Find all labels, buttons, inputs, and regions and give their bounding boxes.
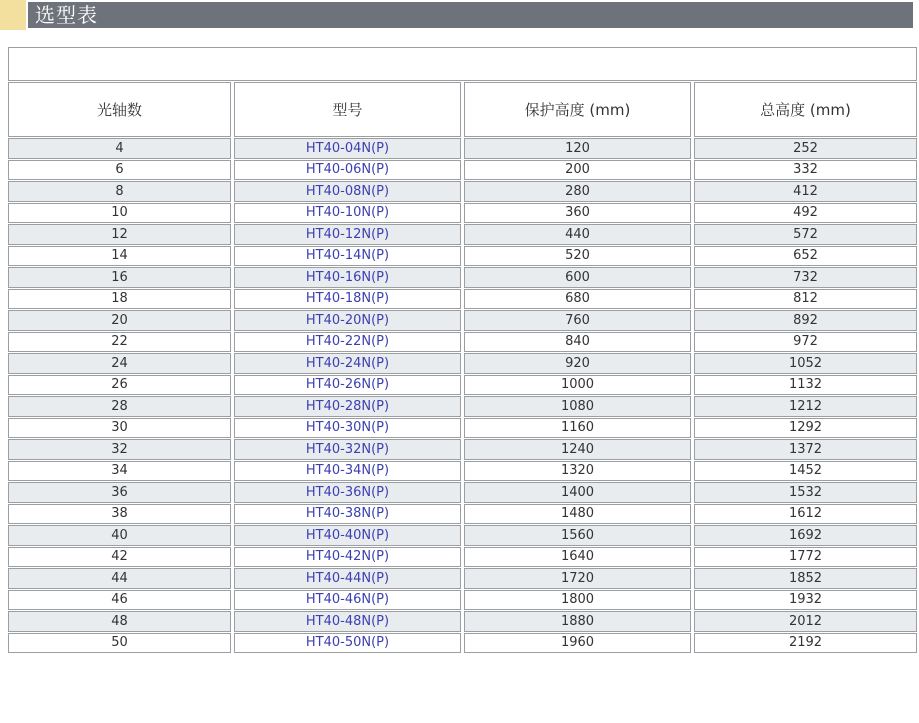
- model-link[interactable]: HT40-40N(P): [234, 525, 461, 546]
- total-height-cell: 1292: [694, 418, 917, 439]
- axis-count-cell: 8: [8, 181, 231, 202]
- total-height-cell: 492: [694, 203, 917, 224]
- table-row: [8, 611, 917, 632]
- protection-height-cell: 1880: [464, 611, 691, 632]
- axis-count-cell: 24: [8, 353, 231, 374]
- column-header-model: 型号: [234, 82, 461, 137]
- column-header-total-height: 总高度 (mm): [694, 82, 917, 137]
- table-row: [8, 160, 917, 181]
- axis-count-cell: 48: [8, 611, 231, 632]
- total-height-cell: 732: [694, 267, 917, 288]
- total-height-cell: 1772: [694, 547, 917, 568]
- column-header-protection-height: 保护高度 (mm): [464, 82, 691, 137]
- protection-height-cell: 280: [464, 181, 691, 202]
- table-body: [8, 138, 917, 653]
- protection-height-cell: 1800: [464, 590, 691, 611]
- axis-count-cell: 32: [8, 439, 231, 460]
- total-height-cell: 1132: [694, 375, 917, 396]
- section-header: [0, 0, 919, 32]
- axis-count-cell: 30: [8, 418, 231, 439]
- model-link[interactable]: HT40-38N(P): [234, 504, 461, 525]
- table-row: [8, 224, 917, 245]
- total-height-cell: 2192: [694, 633, 917, 654]
- protection-height-cell: 520: [464, 246, 691, 267]
- axis-count-cell: 14: [8, 246, 231, 267]
- protection-height-cell: 680: [464, 289, 691, 310]
- model-link[interactable]: HT40-48N(P): [234, 611, 461, 632]
- axis-count-cell: 20: [8, 310, 231, 331]
- protection-height-cell: 1640: [464, 547, 691, 568]
- model-link[interactable]: HT40-26N(P): [234, 375, 461, 396]
- total-height-cell: 892: [694, 310, 917, 331]
- spacer-cell: [8, 47, 917, 81]
- protection-height-cell: 1400: [464, 482, 691, 503]
- selection-table: [5, 46, 919, 654]
- yellow-accent-square: [0, 0, 26, 30]
- axis-count-cell: 38: [8, 504, 231, 525]
- total-height-cell: 252: [694, 138, 917, 159]
- table-row: [8, 461, 917, 482]
- total-height-cell: 2012: [694, 611, 917, 632]
- model-link[interactable]: HT40-50N(P): [234, 633, 461, 654]
- table-row: [8, 267, 917, 288]
- model-link[interactable]: HT40-30N(P): [234, 418, 461, 439]
- table-row: [8, 504, 917, 525]
- protection-height-cell: 440: [464, 224, 691, 245]
- protection-height-cell: 1720: [464, 568, 691, 589]
- table-row: [8, 568, 917, 589]
- axis-count-cell: 10: [8, 203, 231, 224]
- axis-count-cell: 18: [8, 289, 231, 310]
- axis-count-cell: 40: [8, 525, 231, 546]
- model-link[interactable]: HT40-42N(P): [234, 547, 461, 568]
- section-title-bar: [28, 2, 913, 28]
- model-link[interactable]: HT40-34N(P): [234, 461, 461, 482]
- total-height-cell: 652: [694, 246, 917, 267]
- model-link[interactable]: HT40-04N(P): [234, 138, 461, 159]
- model-link[interactable]: HT40-20N(P): [234, 310, 461, 331]
- model-link[interactable]: HT40-46N(P): [234, 590, 461, 611]
- axis-count-cell: 42: [8, 547, 231, 568]
- protection-height-cell: 200: [464, 160, 691, 181]
- axis-count-cell: 16: [8, 267, 231, 288]
- total-height-cell: 1532: [694, 482, 917, 503]
- spacer-row: [8, 47, 917, 81]
- model-link[interactable]: HT40-24N(P): [234, 353, 461, 374]
- protection-height-cell: 600: [464, 267, 691, 288]
- axis-count-cell: 22: [8, 332, 231, 353]
- axis-count-cell: 6: [8, 160, 231, 181]
- table-row: [8, 525, 917, 546]
- protection-height-cell: 1080: [464, 396, 691, 417]
- total-height-cell: 1692: [694, 525, 917, 546]
- table-row: [8, 633, 917, 654]
- model-link[interactable]: HT40-36N(P): [234, 482, 461, 503]
- table-row: [8, 439, 917, 460]
- model-link[interactable]: HT40-44N(P): [234, 568, 461, 589]
- total-height-cell: 972: [694, 332, 917, 353]
- protection-height-cell: 1000: [464, 375, 691, 396]
- table-row: [8, 332, 917, 353]
- protection-height-cell: 760: [464, 310, 691, 331]
- total-height-cell: 1852: [694, 568, 917, 589]
- model-link[interactable]: HT40-14N(P): [234, 246, 461, 267]
- protection-height-cell: 840: [464, 332, 691, 353]
- table-row: [8, 482, 917, 503]
- total-height-cell: 412: [694, 181, 917, 202]
- axis-count-cell: 12: [8, 224, 231, 245]
- protection-height-cell: 1160: [464, 418, 691, 439]
- protection-height-cell: 1320: [464, 461, 691, 482]
- model-link[interactable]: HT40-12N(P): [234, 224, 461, 245]
- axis-count-cell: 44: [8, 568, 231, 589]
- table-row: [8, 353, 917, 374]
- model-link[interactable]: HT40-06N(P): [234, 160, 461, 181]
- table-row: [8, 289, 917, 310]
- total-height-cell: 812: [694, 289, 917, 310]
- total-height-cell: 1052: [694, 353, 917, 374]
- axis-count-cell: 46: [8, 590, 231, 611]
- table-row: [8, 203, 917, 224]
- protection-height-cell: 1560: [464, 525, 691, 546]
- total-height-cell: 572: [694, 224, 917, 245]
- table-row: [8, 396, 917, 417]
- header-row: [8, 82, 917, 137]
- total-height-cell: 1212: [694, 396, 917, 417]
- model-link[interactable]: HT40-28N(P): [234, 396, 461, 417]
- axis-count-cell: 36: [8, 482, 231, 503]
- protection-height-cell: 920: [464, 353, 691, 374]
- total-height-cell: 332: [694, 160, 917, 181]
- total-height-cell: 1372: [694, 439, 917, 460]
- axis-count-cell: 28: [8, 396, 231, 417]
- protection-height-cell: 1960: [464, 633, 691, 654]
- total-height-cell: 1932: [694, 590, 917, 611]
- model-link[interactable]: HT40-22N(P): [234, 332, 461, 353]
- table-row: [8, 181, 917, 202]
- model-link[interactable]: HT40-32N(P): [234, 439, 461, 460]
- axis-count-cell: 4: [8, 138, 231, 159]
- axis-count-cell: 26: [8, 375, 231, 396]
- protection-height-cell: 120: [464, 138, 691, 159]
- table-row: [8, 310, 917, 331]
- total-height-cell: 1452: [694, 461, 917, 482]
- column-header-axis-count: 光轴数: [8, 82, 231, 137]
- table-row: [8, 138, 917, 159]
- table-row: [8, 246, 917, 267]
- table-row: [8, 418, 917, 439]
- model-link[interactable]: HT40-10N(P): [234, 203, 461, 224]
- table-row: [8, 590, 917, 611]
- protection-height-cell: 360: [464, 203, 691, 224]
- model-link[interactable]: HT40-16N(P): [234, 267, 461, 288]
- model-link[interactable]: HT40-08N(P): [234, 181, 461, 202]
- table-row: [8, 375, 917, 396]
- axis-count-cell: 50: [8, 633, 231, 654]
- page-title: 选型表: [35, 3, 98, 27]
- axis-count-cell: 34: [8, 461, 231, 482]
- total-height-cell: 1612: [694, 504, 917, 525]
- table-head: [8, 47, 917, 137]
- model-link[interactable]: HT40-18N(P): [234, 289, 461, 310]
- table-row: [8, 547, 917, 568]
- protection-height-cell: 1240: [464, 439, 691, 460]
- protection-height-cell: 1480: [464, 504, 691, 525]
